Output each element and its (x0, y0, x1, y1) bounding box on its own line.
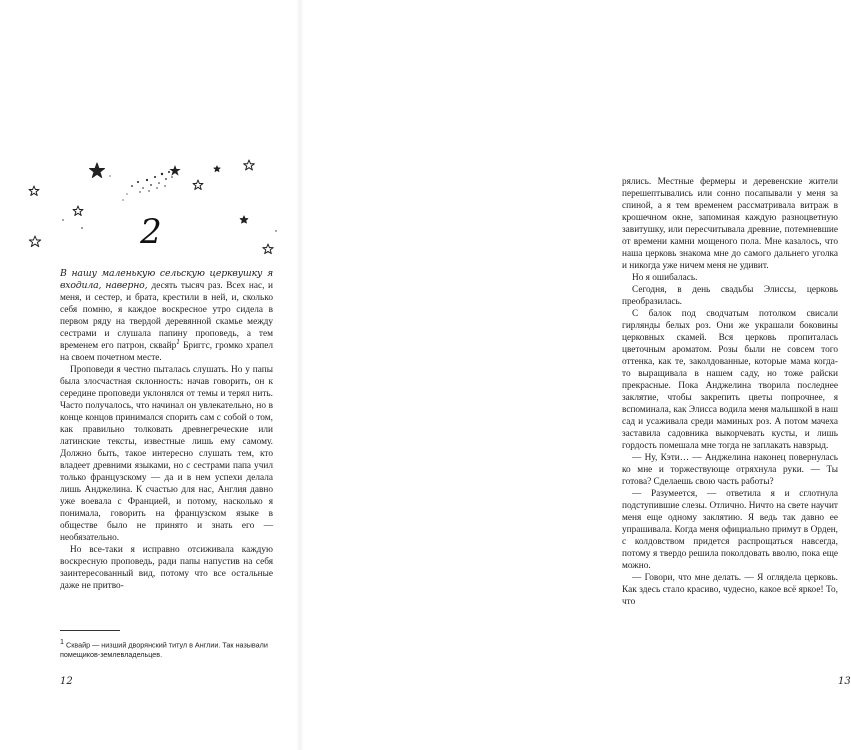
footnote (60, 637, 275, 659)
right-page-body (622, 176, 838, 608)
footnote-number: 1 (60, 637, 64, 646)
footnote-divider (60, 630, 120, 631)
star-icon (73, 206, 83, 216)
right-page (300, 0, 851, 750)
chapter-number: 2 (140, 212, 162, 252)
paragraph: рялись. Местные фермеры и деревенские жители перешептывались или сонно посапывали у меня за спиной, а я тем временем рассматривала витраж в крошечном окне, запоминая каждую разноцветную завитушку, или пересчитывала древние, потемневшие от времени камни мощеного пола. Мне казалось, что наша церковь знакома мне до самого дальнего уголка и никогда уже ничем меня не удивит. (622, 177, 838, 271)
footnote-marker: 1 (176, 338, 180, 346)
star-icon (29, 186, 39, 196)
paragraph: Но все-таки я исправно отсиживала каждую воскресную проповедь, ради папы напустив на себя заинтересованный вид, потому что все остальные даже не притво- (60, 545, 273, 591)
star-icon (263, 244, 273, 254)
lead-text: десять тысяч раз. Всех нас, и меня, и сестер, и брата, крестили в ней, и, сколько себя помню, я каждое воскресное утро сидела в первом ряду на твердой деревянной скамье между сестрами и слушала папину проповедь, а тем временем его патрон, сквайр (60, 281, 273, 351)
lead-italic-text: В нашу маленькую сельскую церквушку я входила, наверно, (60, 268, 273, 291)
star-icon (90, 163, 105, 178)
paragraph: Сегодня, в день свадьбы Элиссы, церковь преобразилась. (622, 285, 838, 307)
star-icon (244, 160, 255, 170)
star-icon (29, 236, 40, 247)
opening-paragraph (60, 268, 273, 364)
lead-text-end: Бриггс, громко храпел на своем почетном месте. (60, 341, 273, 363)
paragraph: — Ну, Кэти… — Анджелина наконец повернулась ко мне и торжествующе отряхнула руки. — Ты готова? Сделаешь свою часть работы? (622, 453, 838, 487)
paragraph: — Говори, что мне делать. — Я оглядела церковь. Как здесь стало красиво, чудесно, какое всё яркое! То, что (622, 573, 838, 607)
paragraph: С балок под сводчатым потолком свисали гирлянды белых роз. Они же украшали боковины церковных скамей. Вся церковь пропиталась цветочным ароматом. Розы были не совсем того оттенка, как те, заколдованные, которые мама когда-то выращивала в нашем саду, но тоже райски прекрасные. Пока Анджелина творила последнее заклятие, чтобы закрепить цветы попрочнее, я вспоминала, как Элисса водила меня малышкой в наш сад и усаживала среди маминых роз. А потом мачеха заставила садовника выкорчевать кусты, и лишь гордость помешала мне тогда не заплакать навзрыд. (622, 309, 838, 451)
page-number-right: 13 (838, 676, 851, 687)
footnote-text: Сквайр — низший дворянский титул в Англии. Так называли помещиков-землевладельцев. (60, 640, 268, 659)
star-icon (214, 166, 220, 171)
left-page-body (60, 268, 273, 592)
paragraph: — Разумеется, — ответила я и сглотнула подступившие слезы. Отлично. Ничто на свете научит меня еще одному заклятию. Я ведь так давно ее упрашивала. Когда меня официально примут в Орден, с колдовством придется распрощаться навсегда, потому я твердо решила поколдовать вволю, пока еще можно. (622, 489, 838, 571)
paragraph: Но я ошибалась. (632, 273, 698, 283)
left-page (0, 0, 300, 750)
star-icon (169, 165, 180, 176)
star-icon (240, 216, 248, 223)
page-number-left: 12 (60, 676, 73, 687)
paragraph: Проповеди я честно пыталась слушать. Но у папы была злосчастная склонность: начав говорить, он к середине проповеди уклонялся от темы и терял нить. Часто получалось, что начинал он увлекательно, но в конце концов принимался спорить сам с собой о том, как правильно толковать древнегреческие или латинские тексты, известные лишь ему самому. Должно быть, такое интересно слушать тем, кто владеет древними языками, но с сестрами папа учил только французскому — да и в нем успехи делала лишь Анджелина. К счастью для нас, Англия давно уже воевала с Францией, и потому, насколько я понимала, говорить на французском языке в обществе было не принято и знать его — необязательно. (60, 365, 273, 543)
star-icon (193, 180, 203, 190)
